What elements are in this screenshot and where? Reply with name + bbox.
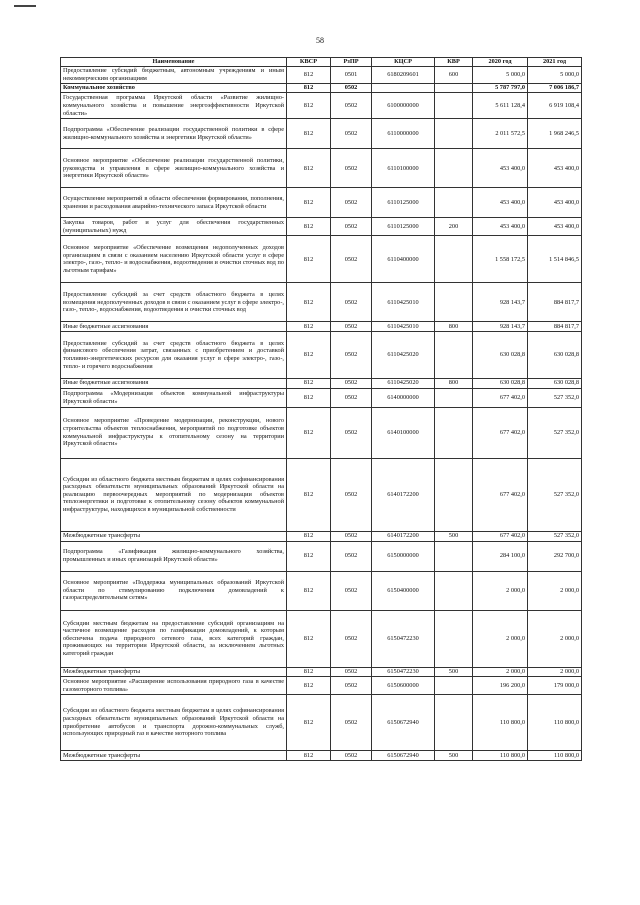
row-kvsr: 812 — [287, 531, 331, 541]
row-amount-2021: 5 000,0 — [528, 66, 582, 83]
row-kvsr: 812 — [287, 66, 331, 83]
row-kvr — [435, 331, 473, 378]
row-amount-2020: 453 400,0 — [473, 218, 528, 236]
row-kcsr: 6110425020 — [372, 331, 435, 378]
row-kvr — [435, 236, 473, 283]
row-amount-2021: 2 000,0 — [528, 667, 582, 677]
row-kvr — [435, 83, 473, 93]
row-name: Субсидии из областного бюджета местным бюджетам в целях софинансирования расходных обязательств муниципальных образований Иркутской области на реализацию первоочередных мероприятий по модернизации объектов теплоэнергетики и подготовке к отопительному сезону объектов коммунальной инфраструктуры, находящихся в муниципальной собственности — [61, 458, 287, 531]
row-kvsr: 812 — [287, 322, 331, 332]
table-row — [61, 378, 582, 388]
row-kvsr: 812 — [287, 458, 331, 531]
row-kcsr: 6150672940 — [372, 751, 435, 761]
row-kvsr: 812 — [287, 541, 331, 571]
row-amount-2020: 2 000,0 — [473, 610, 528, 667]
table-row — [61, 119, 582, 149]
row-rzpr: 0501 — [331, 66, 372, 83]
table-row — [61, 571, 582, 610]
row-kcsr: 6110100000 — [372, 149, 435, 188]
row-rzpr: 0502 — [331, 119, 372, 149]
row-kvr — [435, 388, 473, 407]
row-name: Основное мероприятие «Расширение использования природного газа в качестве газомоторного топлива» — [61, 677, 287, 695]
budget-table — [60, 57, 582, 761]
row-rzpr: 0502 — [331, 388, 372, 407]
row-rzpr: 0502 — [331, 331, 372, 378]
table-row — [61, 322, 582, 332]
row-amount-2021: 179 000,0 — [528, 677, 582, 695]
row-amount-2020: 453 400,0 — [473, 188, 528, 218]
row-amount-2020: 110 800,0 — [473, 695, 528, 751]
row-kcsr: 6150600000 — [372, 677, 435, 695]
row-kvr: 200 — [435, 218, 473, 236]
header-kvsr: КВСР — [287, 58, 331, 67]
row-kvsr: 812 — [287, 149, 331, 188]
row-name: Коммунальное хозяйство — [61, 83, 287, 93]
header-kvr: КВР — [435, 58, 473, 67]
table-row — [61, 531, 582, 541]
row-amount-2021: 630 028,8 — [528, 378, 582, 388]
row-rzpr: 0502 — [331, 149, 372, 188]
row-rzpr: 0502 — [331, 236, 372, 283]
row-kvsr: 812 — [287, 677, 331, 695]
row-amount-2021: 1 514 846,5 — [528, 236, 582, 283]
row-kvsr: 812 — [287, 236, 331, 283]
row-rzpr: 0502 — [331, 83, 372, 93]
row-kcsr: 6110425010 — [372, 322, 435, 332]
row-kvsr: 812 — [287, 610, 331, 667]
row-kvr: 500 — [435, 667, 473, 677]
row-amount-2021: 527 352,0 — [528, 407, 582, 458]
row-name: Субсидии из областного бюджета местным бюджетам в целях софинансирования расходных обязательств муниципальных образований Иркутской области на приобретение автобусов и транспорта дорожно-коммунальных служб, использующих природный газ в качестве моторного топлива — [61, 695, 287, 751]
row-name: Государственная программа Иркутской области «Развитие жилищно-коммунального хозяйства и повышение энергоэффективности Иркутской области» — [61, 93, 287, 119]
row-name: Подпрограмма «Модернизация объектов коммунальной инфраструктуры Иркутской области» — [61, 388, 287, 407]
row-amount-2021: 453 400,0 — [528, 149, 582, 188]
row-amount-2020: 5 000,0 — [473, 66, 528, 83]
row-kcsr: 6180209601 — [372, 66, 435, 83]
table-row — [61, 66, 582, 83]
row-name: Основное мероприятие «Обеспечение реализации государственной политики, руководства и управления в сфере жилищно-коммунального хозяйства и энергетики Иркутской области» — [61, 149, 287, 188]
row-kvsr: 812 — [287, 218, 331, 236]
row-amount-2020: 2 000,0 — [473, 571, 528, 610]
row-name: Основное мероприятие «Обеспечение возмещения недополученных доходов организациям в связи с оказанием населению Иркутской области услуг в сфере электро-, газо-, тепло- и водоснабжения, водоотведения и очистки сточных вод по льготным тарифам» — [61, 236, 287, 283]
row-kcsr: 6110425020 — [372, 378, 435, 388]
row-kvr — [435, 283, 473, 322]
row-amount-2021: 110 800,0 — [528, 695, 582, 751]
row-kvsr: 812 — [287, 119, 331, 149]
row-rzpr: 0502 — [331, 283, 372, 322]
row-amount-2020: 677 402,0 — [473, 388, 528, 407]
row-kcsr: 6140000000 — [372, 388, 435, 407]
row-amount-2020: 2 000,0 — [473, 667, 528, 677]
row-kvr: 800 — [435, 378, 473, 388]
row-rzpr: 0502 — [331, 751, 372, 761]
row-kcsr: 6140172200 — [372, 531, 435, 541]
row-rzpr: 0502 — [331, 677, 372, 695]
page-number: 58 — [316, 36, 324, 45]
row-name: Подпрограмма «Газификация жилищно-коммунального хозяйства, промышленных и иных организаций Иркутской области» — [61, 541, 287, 571]
table-row — [61, 677, 582, 695]
row-amount-2021: 1 968 246,5 — [528, 119, 582, 149]
row-name: Иные бюджетные ассигнования — [61, 378, 287, 388]
row-rzpr: 0502 — [331, 93, 372, 119]
row-name: Основное мероприятие «Проведение модернизации, реконструкции, нового строительства объектов теплоснабжения, мероприятий по подготовке объектов коммунальной инфраструктуры к отопительному сезону на территории Иркутской области» — [61, 407, 287, 458]
row-amount-2020: 677 402,0 — [473, 531, 528, 541]
row-amount-2020: 630 028,8 — [473, 378, 528, 388]
header-rzpr: РзПР — [331, 58, 372, 67]
row-name: Межбюджетные трансферты — [61, 531, 287, 541]
row-name: Предоставление субсидий за счет средств областного бюджета в целях финансового обеспечения затрат, связанных с приобретением и доставкой топливно-энергетических ресурсов для оказания услуг в сфере электро-, газо-, тепло- и горячего водоснабжения — [61, 331, 287, 378]
table-header-row — [61, 58, 582, 67]
table-row — [61, 610, 582, 667]
table-row — [61, 667, 582, 677]
row-kcsr: 6150000000 — [372, 541, 435, 571]
row-kvr: 800 — [435, 322, 473, 332]
row-kvr: 500 — [435, 751, 473, 761]
row-amount-2020: 928 143,7 — [473, 283, 528, 322]
row-kcsr: 6150400000 — [372, 571, 435, 610]
row-amount-2020: 677 402,0 — [473, 407, 528, 458]
row-amount-2021: 6 919 108,4 — [528, 93, 582, 119]
row-amount-2020: 110 800,0 — [473, 751, 528, 761]
row-amount-2020: 5 787 797,0 — [473, 83, 528, 93]
row-rzpr: 0502 — [331, 571, 372, 610]
row-kcsr: 6140100000 — [372, 407, 435, 458]
table-row — [61, 218, 582, 236]
row-rzpr: 0502 — [331, 458, 372, 531]
row-kcsr: 6110125000 — [372, 218, 435, 236]
table-row — [61, 149, 582, 188]
row-amount-2021: 527 352,0 — [528, 531, 582, 541]
row-name: Субсидии местным бюджетам на предоставление субсидий организациям на частичное возмещение расходов по газификации домовладений, к которым обеспечена подача природного сетевого газа, всех категорий граждан, проживающих на территории Иркутской области, за исключением льготных категорий граждан — [61, 610, 287, 667]
row-kvsr: 812 — [287, 407, 331, 458]
row-amount-2021: 527 352,0 — [528, 458, 582, 531]
table-row — [61, 695, 582, 751]
row-kcsr: 6110000000 — [372, 119, 435, 149]
row-amount-2020: 928 143,7 — [473, 322, 528, 332]
table-row — [61, 283, 582, 322]
row-amount-2020: 196 200,0 — [473, 677, 528, 695]
row-name: Осуществление мероприятий в области обеспечения формирования, пополнения, хранения и расходования аварийно-технического запаса Иркутской области — [61, 188, 287, 218]
row-kvsr: 812 — [287, 667, 331, 677]
row-kcsr: 6110425010 — [372, 283, 435, 322]
row-amount-2021: 2 000,0 — [528, 610, 582, 667]
row-name: Иные бюджетные ассигнования — [61, 322, 287, 332]
row-kcsr: 6140172200 — [372, 458, 435, 531]
table-row — [61, 83, 582, 93]
row-kvsr: 812 — [287, 571, 331, 610]
row-name: Межбюджетные трансферты — [61, 751, 287, 761]
row-kvsr: 812 — [287, 378, 331, 388]
row-kcsr: 6150472230 — [372, 610, 435, 667]
row-kvr — [435, 610, 473, 667]
row-kvr — [435, 677, 473, 695]
row-rzpr: 0502 — [331, 531, 372, 541]
row-rzpr: 0502 — [331, 378, 372, 388]
table-row — [61, 388, 582, 407]
row-amount-2020: 453 400,0 — [473, 149, 528, 188]
row-kvsr: 812 — [287, 751, 331, 761]
header-2021: 2021 год — [528, 58, 582, 67]
row-kcsr — [372, 83, 435, 93]
table-row — [61, 93, 582, 119]
row-kvr — [435, 119, 473, 149]
row-rzpr: 0502 — [331, 322, 372, 332]
table-row — [61, 188, 582, 218]
row-amount-2021: 110 800,0 — [528, 751, 582, 761]
row-rzpr: 0502 — [331, 407, 372, 458]
row-amount-2021: 453 400,0 — [528, 218, 582, 236]
scan-corner-mark — [14, 5, 36, 7]
table-row — [61, 458, 582, 531]
row-kvr — [435, 149, 473, 188]
row-kvr: 500 — [435, 531, 473, 541]
row-amount-2021: 630 028,8 — [528, 331, 582, 378]
row-rzpr: 0502 — [331, 667, 372, 677]
table-row — [61, 541, 582, 571]
row-name: Подпрограмма «Обеспечение реализации государственной политики в сфере жилищно-коммунального хозяйства и энергетики Иркутской области» — [61, 119, 287, 149]
row-amount-2020: 677 402,0 — [473, 458, 528, 531]
table-row — [61, 236, 582, 283]
row-amount-2021: 884 817,7 — [528, 283, 582, 322]
row-name: Межбюджетные трансферты — [61, 667, 287, 677]
table-row — [61, 751, 582, 761]
row-name: Предоставление субсидий бюджетным, автономным учреждениям и иным некоммерческим организациям — [61, 66, 287, 83]
row-kvr — [435, 93, 473, 119]
table-row — [61, 407, 582, 458]
row-kvsr: 812 — [287, 83, 331, 93]
row-amount-2021: 292 700,0 — [528, 541, 582, 571]
row-kcsr: 6110125000 — [372, 188, 435, 218]
row-rzpr: 0502 — [331, 188, 372, 218]
row-name: Предоставление субсидий за счет средств областного бюджета в целях возмещения недополученных доходов в связи с оказанием услуг в сфере электро-, газо-, тепло-, водоснабжения, водоотведения и очистки сточных вод — [61, 283, 287, 322]
row-amount-2021: 884 817,7 — [528, 322, 582, 332]
row-name: Основное мероприятие «Поддержка муниципальных образований Иркутской области по стимулированию подключения домовладений к газораспределительным сетям» — [61, 571, 287, 610]
row-amount-2020: 5 611 128,4 — [473, 93, 528, 119]
row-kvr — [435, 458, 473, 531]
row-amount-2020: 1 558 172,5 — [473, 236, 528, 283]
row-amount-2021: 7 006 186,7 — [528, 83, 582, 93]
row-kvr — [435, 188, 473, 218]
row-amount-2020: 630 028,8 — [473, 331, 528, 378]
row-amount-2020: 2 011 572,5 — [473, 119, 528, 149]
row-kvr: 600 — [435, 66, 473, 83]
row-amount-2020: 284 100,0 — [473, 541, 528, 571]
header-2020: 2020 год — [473, 58, 528, 67]
row-kvr — [435, 407, 473, 458]
row-kvr — [435, 695, 473, 751]
row-rzpr: 0502 — [331, 218, 372, 236]
table-row — [61, 331, 582, 378]
row-kcsr: 6100000000 — [372, 93, 435, 119]
header-kcsr: КЦСР — [372, 58, 435, 67]
row-amount-2021: 2 000,0 — [528, 571, 582, 610]
row-kvsr: 812 — [287, 388, 331, 407]
row-kvsr: 812 — [287, 93, 331, 119]
row-rzpr: 0502 — [331, 695, 372, 751]
row-amount-2021: 527 352,0 — [528, 388, 582, 407]
row-rzpr: 0502 — [331, 541, 372, 571]
row-kcsr: 6150672940 — [372, 695, 435, 751]
row-kvsr: 812 — [287, 331, 331, 378]
row-kvr — [435, 541, 473, 571]
row-rzpr: 0502 — [331, 610, 372, 667]
row-kcsr: 6110400000 — [372, 236, 435, 283]
row-amount-2021: 453 400,0 — [528, 188, 582, 218]
row-kcsr: 6150472230 — [372, 667, 435, 677]
row-name: Закупка товаров, работ и услуг для обеспечения государственных (муниципальных) нужд — [61, 218, 287, 236]
row-kvsr: 812 — [287, 695, 331, 751]
header-name: Наименование — [61, 58, 287, 67]
row-kvsr: 812 — [287, 188, 331, 218]
row-kvsr: 812 — [287, 283, 331, 322]
row-kvr — [435, 571, 473, 610]
